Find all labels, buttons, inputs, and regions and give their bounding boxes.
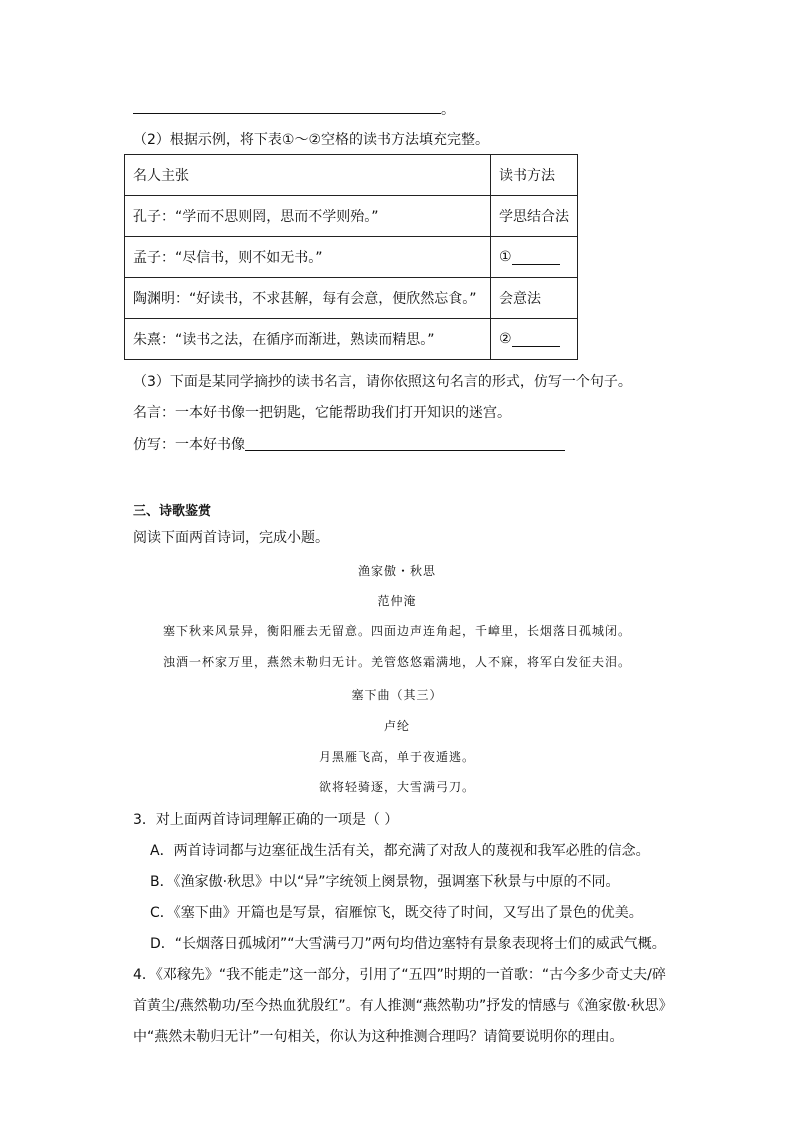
q1-end-mark: 。 xyxy=(441,102,455,118)
table-header-row xyxy=(125,155,578,196)
table-header-claim: 名人主张 xyxy=(125,155,491,196)
table-row xyxy=(125,278,578,319)
poem1-line: 塞下秋来风景异，衡阳雁去无留意。四面边声连角起，千嶂里，长烟落日孤城闭。 xyxy=(162,624,631,638)
blank-marker: ② xyxy=(499,331,512,347)
q3-quote: 名言：一本好书像一把钥匙，它能帮助我们打开知识的迷宫。 xyxy=(133,405,511,421)
q3-imitate-label: 仿写：一本好书像 xyxy=(133,437,245,453)
table-cell-method: 学思结合法 xyxy=(491,196,578,237)
table-cell-method-blank[interactable] xyxy=(491,237,578,278)
section-instruction: 阅读下面两首诗词，完成小题。 xyxy=(133,530,329,546)
question-4-line: 4．《邓稼先》“我不能走”这一部分，引用了“五四”时期的一首歌：“古今多少奇丈夫/碎 xyxy=(133,967,666,983)
q1-answer-line[interactable] xyxy=(133,113,441,114)
table-cell-claim: 孔子：“学而不思则罔，思而不学则殆。” xyxy=(125,196,491,237)
question-3-option-b[interactable]: B．《渔家傲·秋思》中以“异”字统领上阕景物，强调塞下秋景与中原的不同。 xyxy=(150,874,620,890)
question-3-option-a[interactable]: A．两首诗词都与边塞征战生活有关，都充满了对敌人的蔑视和我军必胜的信念。 xyxy=(150,843,650,859)
poem1-title: 渔家傲・秋思 xyxy=(357,564,436,578)
table-cell-claim: 孟子：“尽信书，则不如无书。” xyxy=(125,237,491,278)
poem1-author: 范仲淹 xyxy=(377,594,417,608)
q3-prompt: （3）下面是某同学摘抄的读书名言，请你依照这句名言的形式，仿写一个句子。 xyxy=(133,374,632,390)
table-row xyxy=(125,319,578,360)
question-3-option-c[interactable]: C．《塞下曲》开篇也是写景，宿雁惊飞，既交待了时间，又写出了景色的优美。 xyxy=(150,905,643,921)
poem2-line: 月黑雁飞高，单于夜遁逃。 xyxy=(318,750,475,764)
table-cell-claim: 陶渊明：“好读书，不求甚解，每有会意，便欣然忘食。” xyxy=(125,278,491,319)
poem2-title: 塞下曲（其三） xyxy=(351,688,443,702)
question-3-option-d[interactable]: D．“长烟落日孤城闭”“大雪满弓刀”两句均借边塞特有景象表现将士们的威武气概。 xyxy=(150,936,666,952)
poem2-author: 卢纶 xyxy=(383,719,410,733)
reading-method-table xyxy=(124,154,578,360)
answer-blank[interactable] xyxy=(512,332,560,347)
table-cell-method-blank[interactable] xyxy=(491,319,578,360)
q3-answer-line[interactable] xyxy=(245,450,565,451)
table-row xyxy=(125,237,578,278)
poem2-line: 欲将轻骑逐，大雪满弓刀。 xyxy=(318,780,475,794)
answer-blank[interactable] xyxy=(512,250,560,265)
section-title: 三、诗歌鉴赏 xyxy=(133,504,212,519)
table-header-method: 读书方法 xyxy=(491,155,578,196)
question-4-line: 中“燕然未勒归无计”一句相关，你认为这种推测合理吗？请简要说明你的理由。 xyxy=(133,1029,624,1045)
table-cell-method: 会意法 xyxy=(491,278,578,319)
poem1-line: 浊酒一杯家万里，燕然未勒归无计。羌管悠悠霜满地，人不寐，将军白发征夫泪。 xyxy=(162,655,631,669)
question-3-stem: 3．对上面两首诗词理解正确的一项是（ ） xyxy=(133,812,399,828)
question-4-line: 首黄尘/燕然勒功/至今热血犹殷红”。有人推测“燕然勒功”抒发的情感与《渔家傲·秋思》 xyxy=(133,998,673,1014)
blank-marker: ① xyxy=(499,249,512,265)
table-cell-claim: 朱熹：“读书之法，在循序而渐进，熟读而精思。” xyxy=(125,319,491,360)
table-row xyxy=(125,196,578,237)
q2-prompt: （2）根据示例，将下表①～②空格的读书方法填充完整。 xyxy=(133,132,490,148)
